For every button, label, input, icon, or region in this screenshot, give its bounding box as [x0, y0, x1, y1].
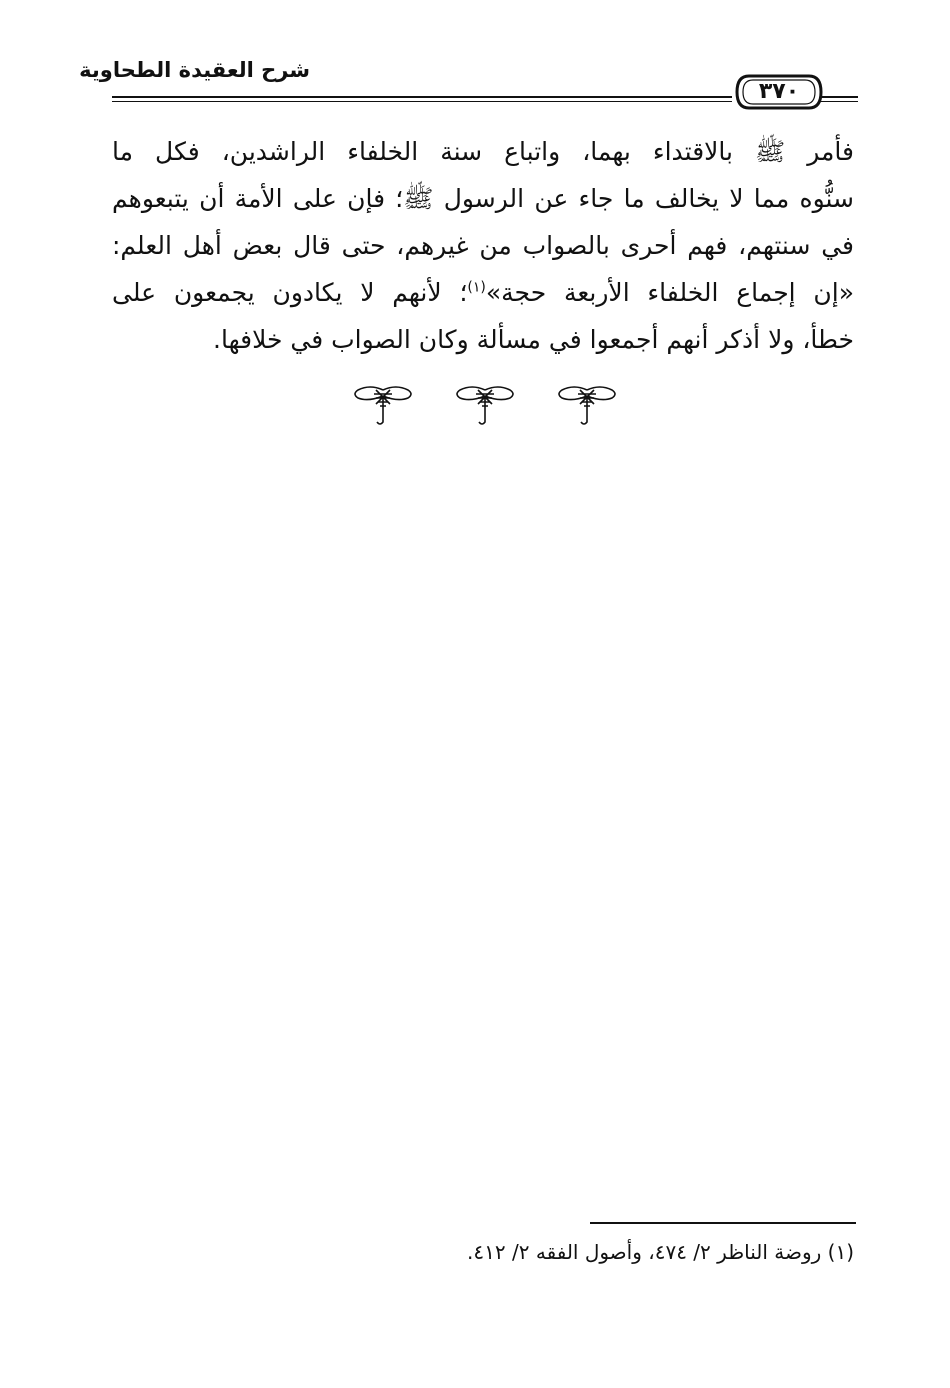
footnote-text: روضة الناظر ٢/ ٤٧٤، وأصول الفقه ٢/ ٤١٢.: [467, 1240, 822, 1264]
text-line: في سنتهم، فهم أحرى بالصواب من غيرهم، حتى قال بعض أهل العلم:: [112, 231, 854, 260]
footnote-marker: (١): [827, 1240, 854, 1264]
header-rule: [112, 96, 732, 98]
running-title: شرح العقيدة الطحاوية: [79, 58, 310, 82]
text-line-quote: [112, 269, 854, 316]
section-divider: [350, 382, 620, 432]
fleuron-icon: [554, 382, 620, 428]
text-line: خطأ، ولا أذكر أنهم أجمعوا في مسألة وكان الصواب في خلافها.: [213, 325, 854, 354]
text-line: فأمر ﷺ بالاقتداء بهما، واتباع سنة الخلفاء الراشدين، فكل ما: [112, 137, 854, 166]
fleuron-icon: [350, 382, 416, 428]
fleuron-icon: [452, 382, 518, 428]
footnote-separator: [590, 1222, 856, 1224]
quoted-statement: «إن إجماع الخلفاء الأربعة حجة»: [485, 278, 854, 307]
footnote-reference: (١): [467, 279, 486, 296]
footnote: [112, 1236, 854, 1268]
page-header: [0, 0, 950, 130]
text-fragment: ؛ لأنهم لا يكادون يجمعون على: [112, 278, 468, 307]
body-paragraph: [112, 128, 854, 363]
text-line: سنُّوه مما لا يخالف ما جاء عن الرسول ﷺ؛ فإن على الأمة أن يتبعوهم: [112, 184, 854, 213]
header-rule: [820, 96, 858, 98]
header-rule: [112, 101, 732, 102]
page-number: ٣٧٠: [758, 79, 800, 104]
header-rule: [820, 101, 858, 102]
